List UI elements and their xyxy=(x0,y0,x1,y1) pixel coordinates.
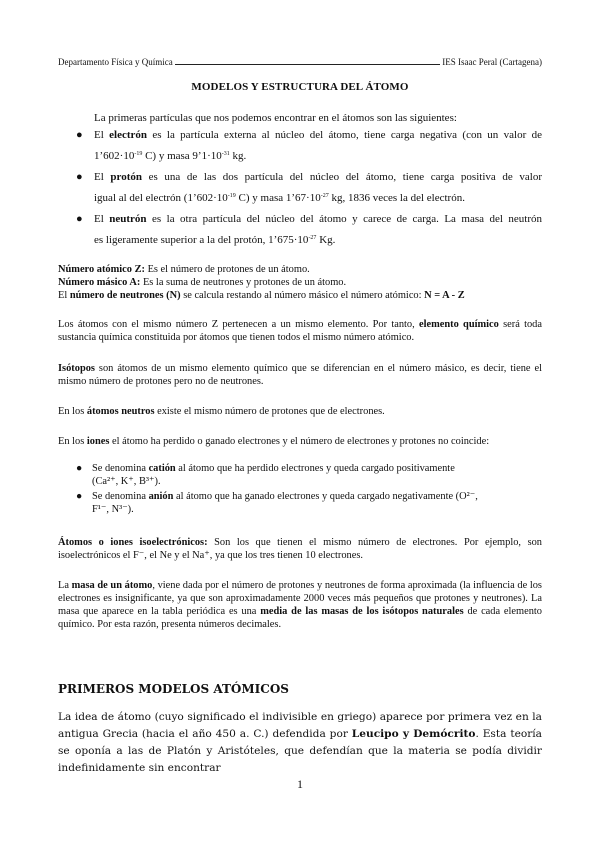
header-school: IES Isaac Peral (Cartagena) xyxy=(442,57,542,67)
neutron-number-def: El número de neutrones (N) se calcula restando al número másico el número atómico: N = A - Z xyxy=(58,290,465,301)
electron-line-2: $1’602\cdot 10^{-19}$ C) y masa $9’1\cdot 10^{-31}$ kg. xyxy=(94,150,247,162)
atomic-number-def: Número atómico Z: Es el número de protones de un átomo. xyxy=(58,264,310,275)
proton-line-1: El protón es una de las dos partícula del núcleo del átomo, tiene carga positiva de valor xyxy=(94,171,542,183)
bullet-electron xyxy=(76,125,542,167)
element-paragraph: Los átomos con el mismo número Z pertenecen a un mismo elemento. Por tanto, elemento químico será toda sustancia química constituida por átomos que tienen todos el mismo número atómico. xyxy=(58,319,542,343)
proton-line-2: igual al del electrón ($1’602\cdot 10^{-19}$ C) y masa $1’67\cdot 10^{-27}$ kg, 1836 veces la del electrón. xyxy=(94,192,465,204)
isoelectronic-paragraph: Átomos o iones isoelectrónicos: Son los que tienen el mismo número de electrones. Por ejemplo, son isoelectrónicos el F⁻, el Ne y el Na⁺, ya que los tres tienen 10 electrones. xyxy=(58,537,543,561)
isotopes-paragraph: Isótopos son átomos de un mismo elemento químico que se diferencian en el número másico, es decir, tiene el mismo número de protones pero no de neutrones. xyxy=(58,363,542,387)
document-title: MODELOS Y ESTRUCTURA DEL ÁTOMO xyxy=(191,81,409,93)
intro-paragraph: La primeras partículas que nos podemos encontrar en el átomos son las siguientes: xyxy=(94,112,457,124)
neutral-atoms-paragraph: En los átomos neutros existe el mismo número de protones que de electrones. xyxy=(58,406,385,417)
ions-paragraph: En los iones el átomo ha perdido o ganado electrones y el número de electrones y protones no coincide: xyxy=(58,436,490,447)
bullet-cation: ● Se denomina catión al átomo que ha perdido electrones y queda cargado positivamente (Ca²⁺, K⁺, B³⁺). xyxy=(76,463,455,487)
bullet-neutron xyxy=(76,209,542,251)
bullet-icon: ● xyxy=(76,463,83,474)
definitions xyxy=(58,263,542,302)
electron-line-1: El electrón es la partícula externa al núcleo del átomo, tiene carga negativa (con un valor de xyxy=(94,129,542,141)
bullet-icon: ● xyxy=(76,129,83,141)
neutron-line-1: El neutrón es la otra partícula del núcleo del átomo y carece de carga. La masa del neutrón xyxy=(94,213,542,225)
bullet-icon: ● xyxy=(76,213,83,225)
page-number: 1 xyxy=(297,777,303,791)
mass-number-def: Número másico A: Es la suma de neutrones y protones de un átomo. xyxy=(58,277,347,288)
header-department: Departamento Física y Química xyxy=(58,57,173,67)
page-header xyxy=(58,57,542,67)
bullet-icon: ● xyxy=(76,491,83,502)
bullet-anion: ● Se denomina anión al átomo que ha ganado electrones y queda cargado negativamente (O²⁻, F¹⁻, N³⁻). xyxy=(76,491,478,515)
atomic-mass-paragraph: La masa de un átomo, viene dada por el número de protones y neutrones de forma aproximada (la influencia de los electrones es insignificante, ya que son aproximadamente 2000 veces más pequeños que protones y neutrones). La masa que aparece en la tabla periódica es una media de las masas de los isótopos naturales de cada elemento químico. Por esta razón, presenta números decimales. xyxy=(58,580,542,630)
bullet-proton xyxy=(76,167,542,209)
neutron-line-2: es ligeramente superior a la del protón, $1’675\cdot 10^{-27}$ Kg. xyxy=(94,234,336,246)
section-heading: PRIMEROS MODELOS ATÓMICOS xyxy=(58,682,289,696)
header-rule xyxy=(175,63,441,65)
history-paragraph: La idea de átomo (cuyo significado el indivisible en griego) aparece por primera vez en la antigua Grecia (hacia el año 450 a. C.) defendida por Leucipo y Demócrito. Esta teoría se oponía a las de Platón y Aristóteles, que defendían que la materia se podía dividir indefinidamente sin encontrar xyxy=(58,711,542,774)
bullet-icon: ● xyxy=(76,171,83,183)
